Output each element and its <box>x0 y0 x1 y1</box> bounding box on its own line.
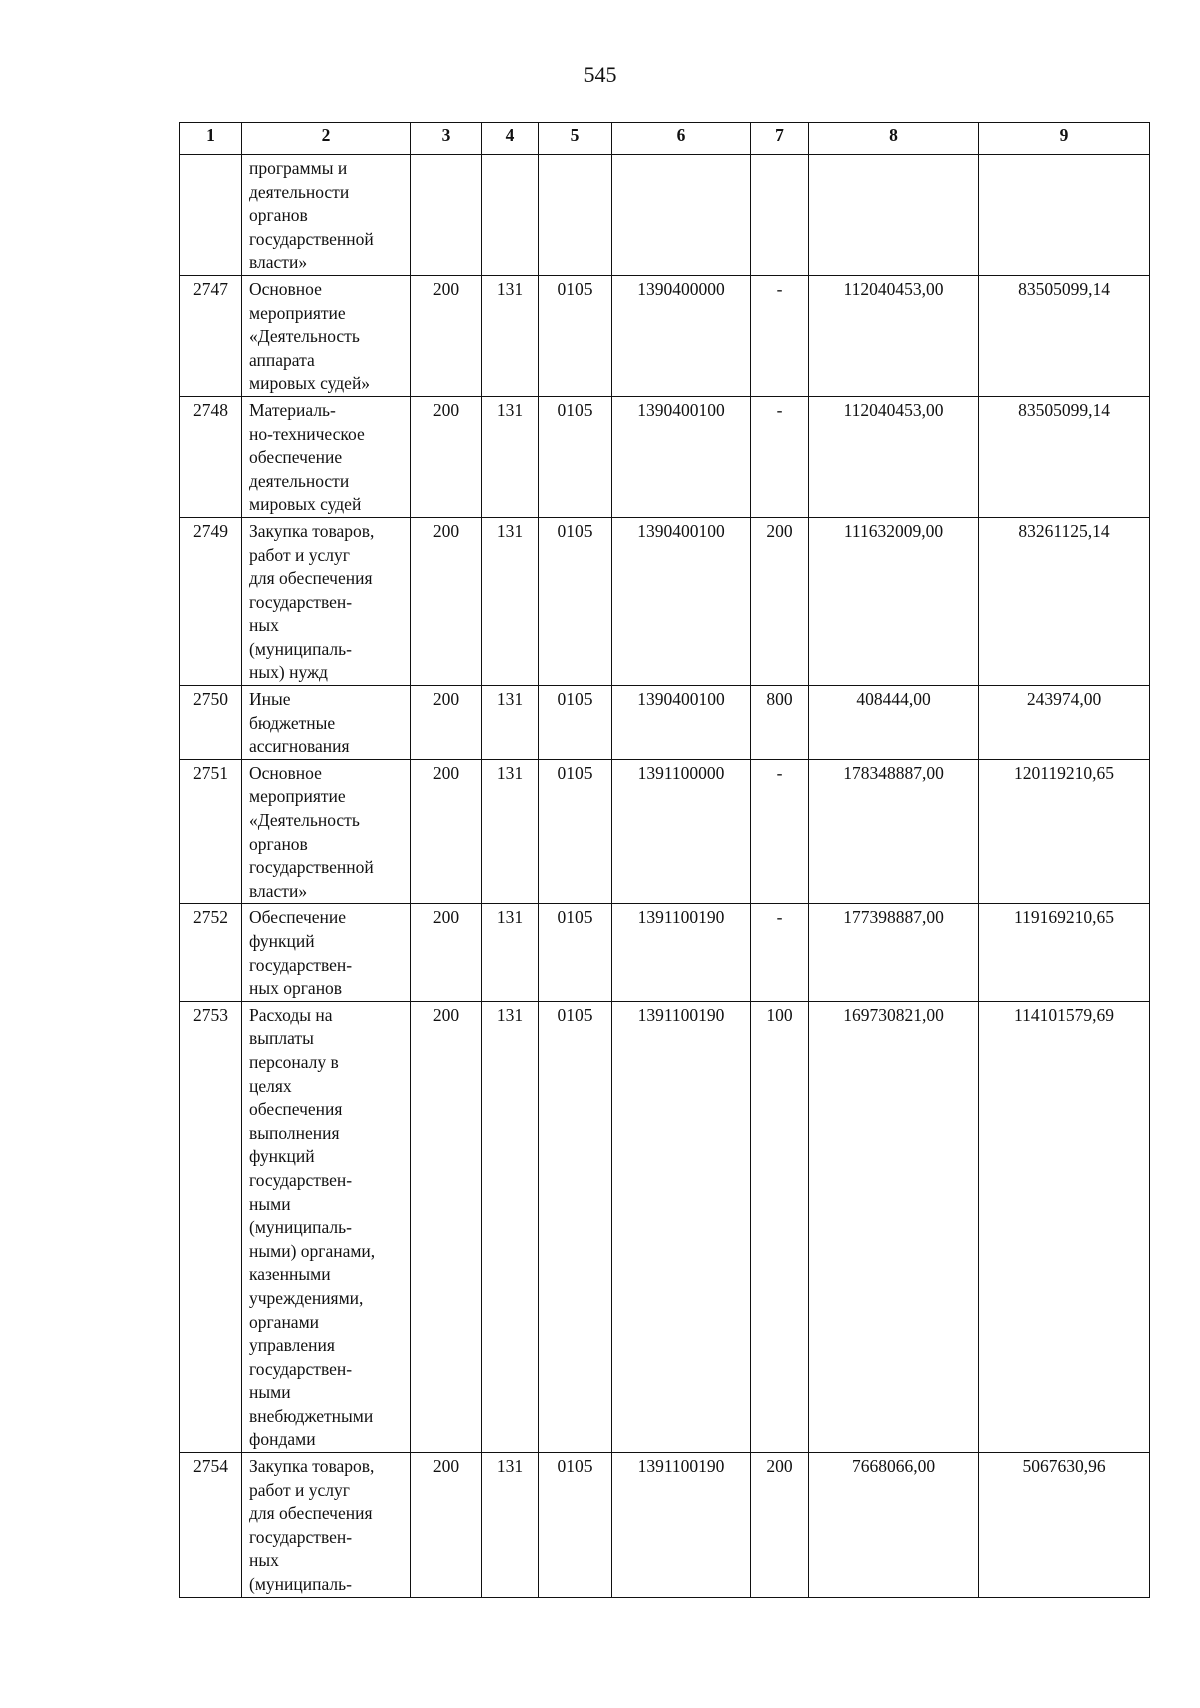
row-name-cell <box>242 155 411 276</box>
row-name-cell <box>242 686 411 760</box>
row-number-cell: 2751 <box>180 759 242 904</box>
row-name-cell <box>242 759 411 904</box>
name-line: Обеспечение <box>249 907 347 928</box>
name-line: деятельности <box>249 470 350 491</box>
name-line: но-техническое <box>249 423 365 444</box>
col4-cell: 131 <box>482 517 539 685</box>
name-line: органов <box>249 833 308 854</box>
name-line: аппарата <box>249 349 315 370</box>
name-line: Основное <box>249 762 322 783</box>
row-number-cell: 2748 <box>180 396 242 517</box>
col4-cell: 131 <box>482 904 539 1001</box>
col8-cell: 178348887,00 <box>809 759 979 904</box>
table-row <box>180 275 1150 396</box>
name-line: (муниципаль- <box>249 1217 352 1238</box>
header-cell: 4 <box>482 123 539 155</box>
row-number-cell: 2749 <box>180 517 242 685</box>
col6-cell: 1391100190 <box>612 904 751 1001</box>
col6-cell: 1390400100 <box>612 517 751 685</box>
header-cell: 6 <box>612 123 751 155</box>
name-line: органами <box>249 1311 320 1332</box>
name-line: власти» <box>249 880 308 901</box>
col9-cell: 5067630,96 <box>979 1453 1150 1598</box>
name-line: Закупка товаров, <box>249 520 375 541</box>
name-line: ными) органами, <box>249 1240 376 1261</box>
col9-cell: 114101579,69 <box>979 1001 1150 1452</box>
col4-cell <box>482 155 539 276</box>
name-line: управления <box>249 1335 335 1356</box>
table-row <box>180 1001 1150 1452</box>
page-number: 545 <box>583 62 617 87</box>
name-line: государствен- <box>249 1169 353 1190</box>
col8-cell: 7668066,00 <box>809 1453 979 1598</box>
col9-cell: 83505099,14 <box>979 396 1150 517</box>
col6-cell: 1391100190 <box>612 1001 751 1452</box>
name-line: государствен- <box>249 1358 353 1379</box>
col7-cell: - <box>751 275 809 396</box>
col3-cell: 200 <box>411 517 482 685</box>
name-line: ными <box>249 1382 291 1403</box>
budget-table <box>179 122 1150 1598</box>
name-line: программы и <box>249 158 348 178</box>
col5-cell: 0105 <box>539 275 612 396</box>
col4-cell: 131 <box>482 275 539 396</box>
row-name-cell <box>242 275 411 396</box>
col5-cell: 0105 <box>539 759 612 904</box>
name-line: органов <box>249 205 308 226</box>
col9-cell: 243974,00 <box>979 686 1150 760</box>
col7-cell <box>751 155 809 276</box>
header-cell: 1 <box>180 123 242 155</box>
name-line: Расходы на <box>249 1004 333 1025</box>
header-cell: 7 <box>751 123 809 155</box>
name-line: работ и услуг <box>249 544 350 565</box>
col6-cell: 1391100000 <box>612 759 751 904</box>
name-line: государствен- <box>249 954 353 975</box>
header-cell: 2 <box>242 123 411 155</box>
col6-cell: 1390400100 <box>612 686 751 760</box>
col5-cell: 0105 <box>539 1453 612 1598</box>
name-line: персоналу в <box>249 1051 339 1072</box>
col7-cell: - <box>751 396 809 517</box>
col5-cell: 0105 <box>539 396 612 517</box>
name-line: власти» <box>249 252 308 273</box>
col7-cell: 800 <box>751 686 809 760</box>
name-line: учреждениями, <box>249 1287 364 1308</box>
row-number-cell: 2752 <box>180 904 242 1001</box>
col4-cell: 131 <box>482 759 539 904</box>
name-line: выплаты <box>249 1028 314 1049</box>
col8-cell: 112040453,00 <box>809 275 979 396</box>
table-row <box>180 686 1150 760</box>
col4-cell: 131 <box>482 396 539 517</box>
header-cell: 8 <box>809 123 979 155</box>
row-name-cell <box>242 517 411 685</box>
col9-cell: 119169210,65 <box>979 904 1150 1001</box>
col5-cell: 0105 <box>539 1001 612 1452</box>
name-line: Основное <box>249 278 322 299</box>
name-line: мероприятие <box>249 786 346 807</box>
name-line: внебюджетными <box>249 1405 374 1426</box>
row-number-cell <box>180 155 242 276</box>
col6-cell: 1390400000 <box>612 275 751 396</box>
row-name-cell <box>242 904 411 1001</box>
table-header-row <box>180 123 1150 155</box>
row-number-cell: 2747 <box>180 275 242 396</box>
name-line: казенными <box>249 1264 331 1285</box>
name-line: бюджетные <box>249 712 336 733</box>
row-name-cell <box>242 1453 411 1598</box>
col7-cell: - <box>751 759 809 904</box>
col6-cell <box>612 155 751 276</box>
name-line: Материаль- <box>249 399 336 420</box>
col9-cell: 83261125,14 <box>979 517 1150 685</box>
col5-cell: 0105 <box>539 686 612 760</box>
name-line: мероприятие <box>249 302 346 323</box>
name-line: обеспечение <box>249 447 343 468</box>
header-cell: 3 <box>411 123 482 155</box>
col9-cell <box>979 155 1150 276</box>
name-line: деятельности <box>249 181 350 202</box>
name-line: для обеспечения <box>249 1503 373 1524</box>
col4-cell: 131 <box>482 1453 539 1598</box>
name-line: «Деятельность <box>249 810 360 831</box>
col3-cell: 200 <box>411 759 482 904</box>
col3-cell: 200 <box>411 1001 482 1452</box>
name-line: выполнения <box>249 1122 340 1143</box>
name-line: «Деятельность <box>249 326 360 347</box>
col3-cell: 200 <box>411 275 482 396</box>
col6-cell: 1391100190 <box>612 1453 751 1598</box>
name-line: обеспечения <box>249 1099 343 1120</box>
col9-cell: 83505099,14 <box>979 275 1150 396</box>
col8-cell: 111632009,00 <box>809 517 979 685</box>
col5-cell: 0105 <box>539 517 612 685</box>
name-line: Иные <box>249 689 291 710</box>
name-line: функций <box>249 931 315 951</box>
row-number-cell: 2754 <box>180 1453 242 1598</box>
name-line: ными <box>249 1193 291 1214</box>
name-line: (муниципаль- <box>249 638 352 659</box>
col4-cell: 131 <box>482 1001 539 1452</box>
name-line: государствен- <box>249 1526 353 1547</box>
name-line: мировых судей» <box>249 373 371 394</box>
col3-cell: 200 <box>411 904 482 1001</box>
name-line: ных <box>249 1550 279 1571</box>
header-cell: 5 <box>539 123 612 155</box>
row-name-cell <box>242 1001 411 1452</box>
col3-cell: 200 <box>411 686 482 760</box>
col6-cell: 1390400100 <box>612 396 751 517</box>
table-body <box>180 123 1150 1598</box>
col5-cell <box>539 155 612 276</box>
name-line: ных) нужд <box>249 662 328 683</box>
name-line: государственной <box>249 857 374 878</box>
col3-cell: 200 <box>411 1453 482 1598</box>
col8-cell: 177398887,00 <box>809 904 979 1001</box>
name-line: ных <box>249 615 279 636</box>
name-line: государственной <box>249 228 374 249</box>
table-row <box>180 904 1150 1001</box>
name-line: функций <box>249 1146 315 1167</box>
row-number-cell: 2750 <box>180 686 242 760</box>
row-name-cell <box>242 396 411 517</box>
col7-cell: 200 <box>751 517 809 685</box>
col7-cell: 100 <box>751 1001 809 1452</box>
col7-cell: 200 <box>751 1453 809 1598</box>
name-line: работ и услуг <box>249 1479 350 1500</box>
col3-cell <box>411 155 482 276</box>
table-row <box>180 1453 1150 1598</box>
name-line: (муниципаль- <box>249 1574 352 1595</box>
col9-cell: 120119210,65 <box>979 759 1150 904</box>
col7-cell: - <box>751 904 809 1001</box>
row-number-cell: 2753 <box>180 1001 242 1452</box>
header-cell: 9 <box>979 123 1150 155</box>
col8-cell: 112040453,00 <box>809 396 979 517</box>
col3-cell: 200 <box>411 396 482 517</box>
name-line: ассигнования <box>249 736 350 757</box>
name-line: государствен- <box>249 591 353 612</box>
col8-cell <box>809 155 979 276</box>
col4-cell: 131 <box>482 686 539 760</box>
col8-cell: 169730821,00 <box>809 1001 979 1452</box>
table-row <box>180 517 1150 685</box>
table-row <box>180 396 1150 517</box>
col8-cell: 408444,00 <box>809 686 979 760</box>
table-row <box>180 155 1150 276</box>
name-line: Закупка товаров, <box>249 1456 375 1477</box>
name-line: мировых судей <box>249 494 362 515</box>
col5-cell: 0105 <box>539 904 612 1001</box>
name-line: ных органов <box>249 978 343 999</box>
name-line: фондами <box>249 1429 316 1450</box>
name-line: целях <box>249 1075 292 1096</box>
name-line: для обеспечения <box>249 568 373 589</box>
table-row <box>180 759 1150 904</box>
